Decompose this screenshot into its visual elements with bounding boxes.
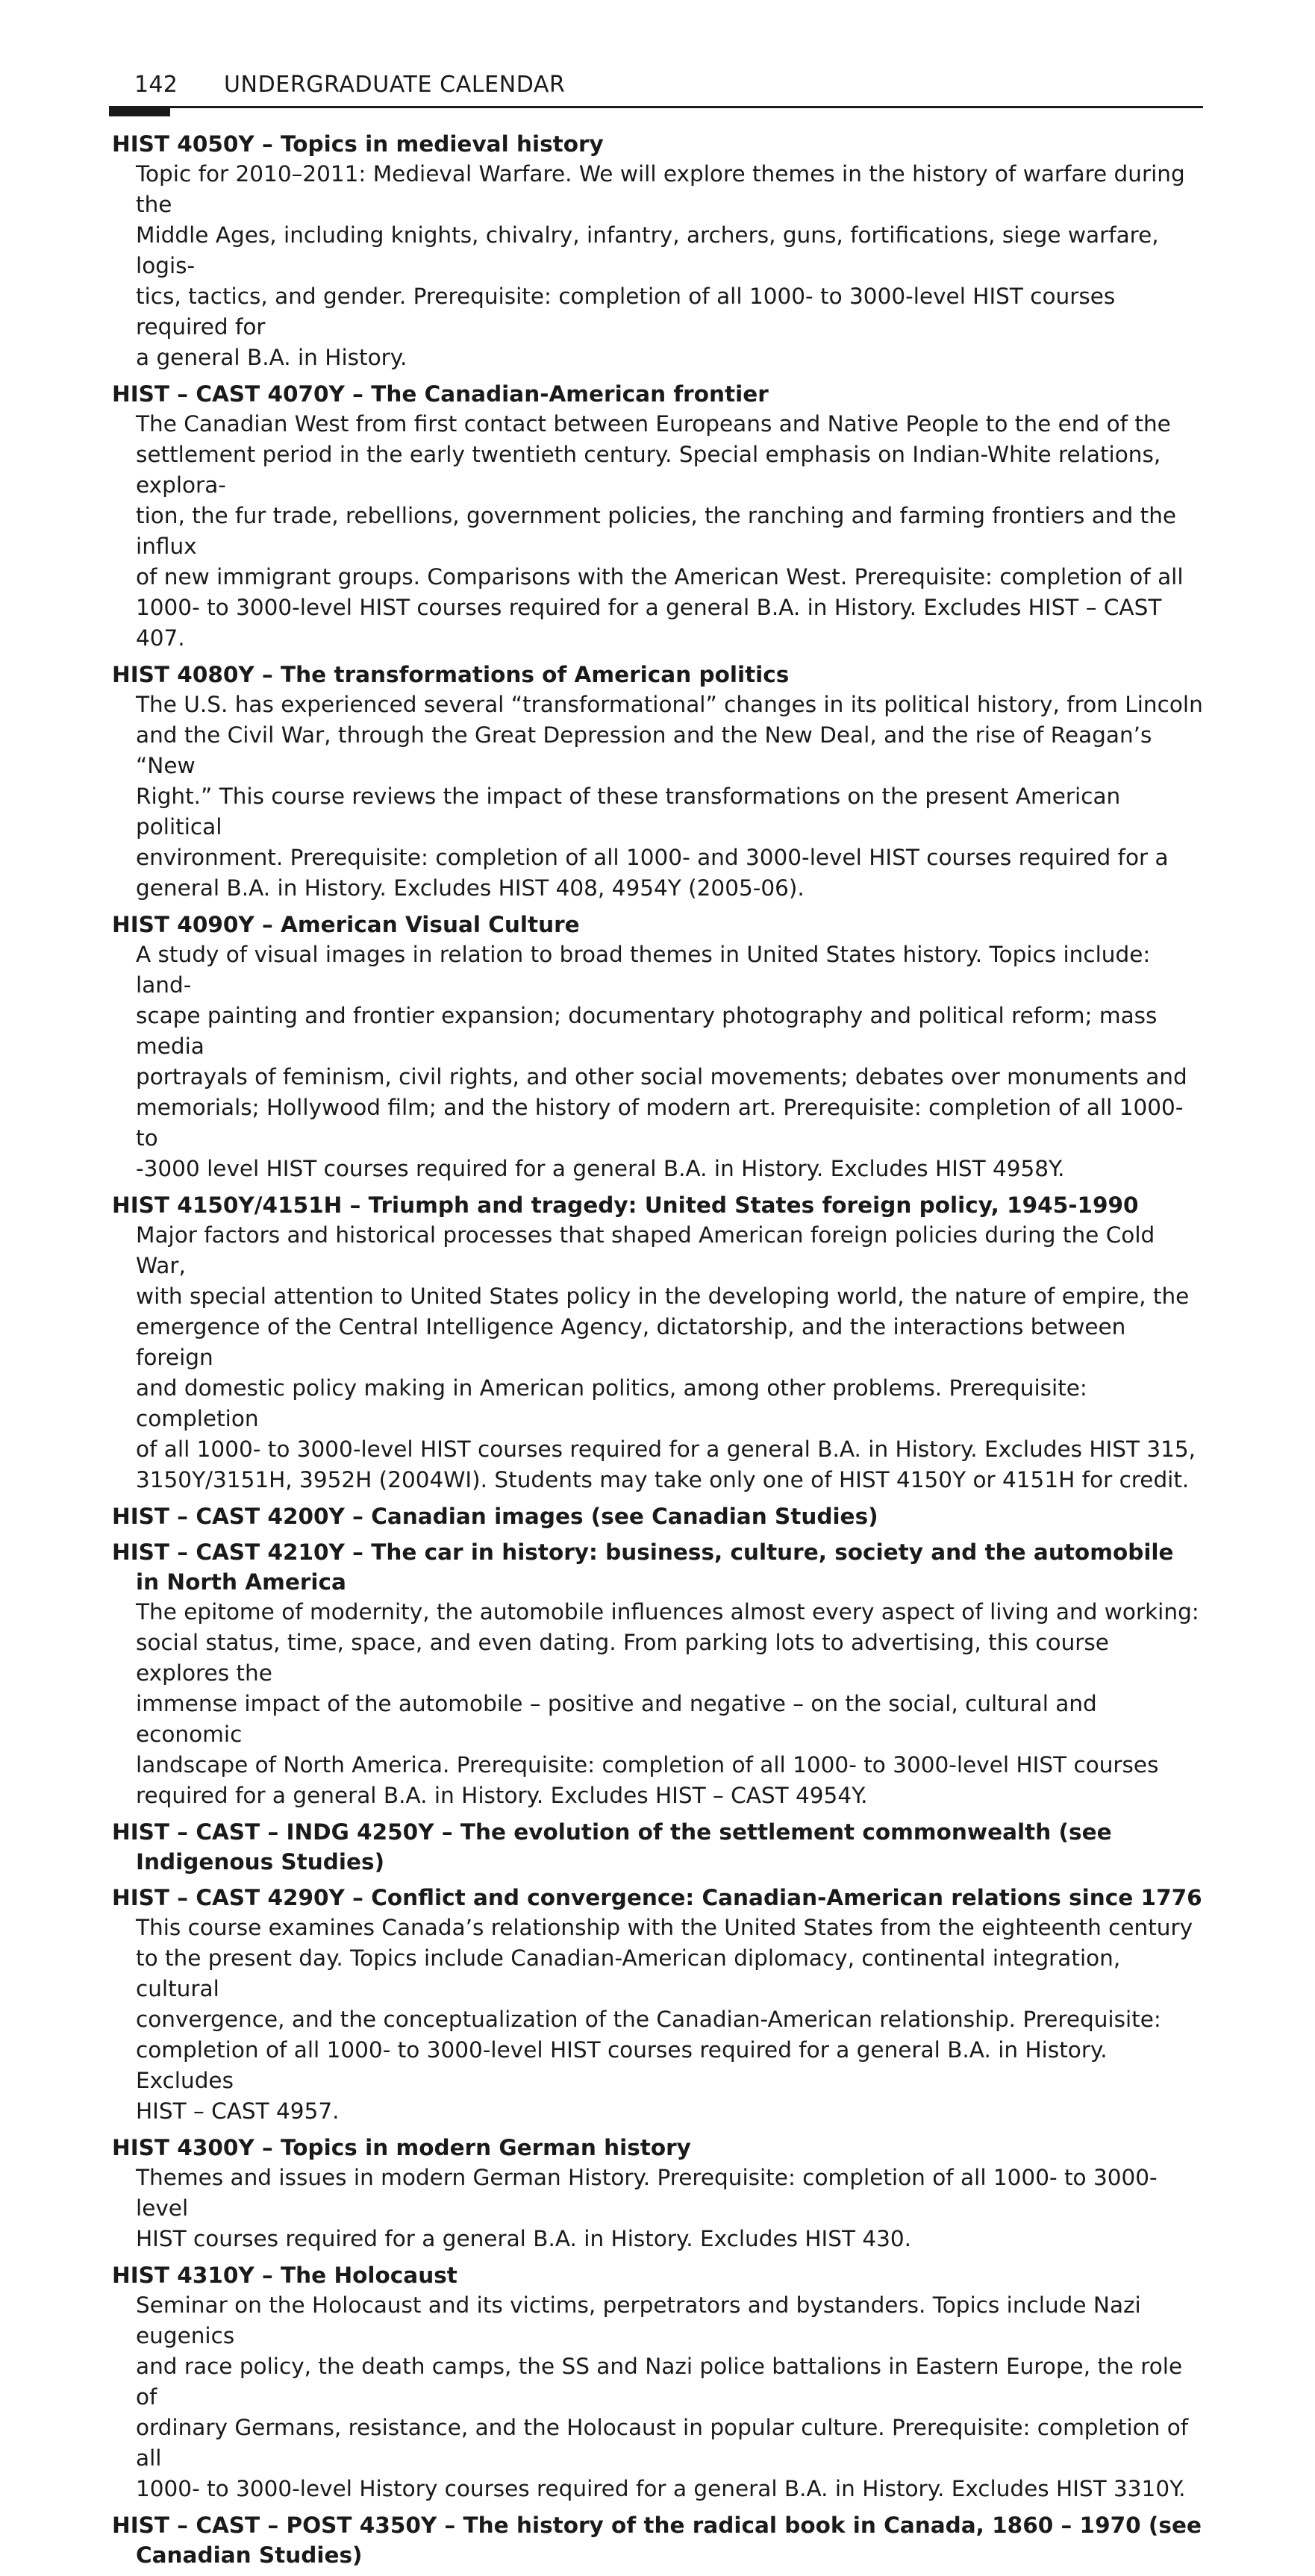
course-title: HIST – CAST 4070Y – The Canadian-American frontier (112, 381, 769, 407)
course-title: HIST 4300Y – Topics in modern German history (112, 2135, 691, 2160)
course-entry (112, 660, 1203, 904)
course-description: Topic for 2010–2011: Medieval Warfare. We will explore themes in the history of warfare during the Middle Ages, including knights, chivalry, infantry, archers, guns, fortifications, siege warfare, logis- tics, tactics, and gender. Prerequisite: completion of all 1000- to 3000-level HIST courses required for a general B.A. in History. (136, 161, 1185, 370)
course-entry (112, 1537, 1203, 1811)
course-title: HIST – CAST – INDG 4250Y – The evolution of the settlement commonwealth (see Indigenous Studies) (112, 1819, 1112, 1875)
course-list (112, 129, 1203, 2570)
course-description: The Canadian West from first contact between Europeans and Native People to the end of the settlement period in the early twentieth century. Special emphasis on Indian-White relations, explora- tion, the fur trade, rebellions, government policies, the ranching and farming frontiers and the influx of new immigrant groups. Comparisons with the American West. Prerequisite: completion of all 1000- to 3000-level HIST courses required for a general B.A. in History. Excludes HIST – CAST 407. (136, 411, 1184, 651)
course-title: HIST 4150Y/4151H – Triumph and tragedy: United States foreign policy, 1945-1990 (112, 1192, 1139, 1218)
page-header (112, 69, 1203, 108)
course-entry (112, 1190, 1203, 1495)
course-entry (112, 2260, 1203, 2504)
course-entry (112, 1883, 1203, 2127)
course-entry (112, 379, 1203, 654)
header-tab-bar (109, 106, 170, 116)
running-head: UNDERGRADUATE CALENDAR (224, 72, 566, 98)
course-description: Themes and issues in modern German History. Prerequisite: completion of all 1000- to 3000-level HIST courses required for a general B.A. in History. Excludes HIST 430. (136, 2165, 1158, 2251)
course-entry (112, 910, 1203, 1184)
course-title: HIST – CAST 4290Y – Conflict and convergence: Canadian-American relations since 1776 (112, 1885, 1202, 1910)
course-title: HIST 4090Y – American Visual Culture (112, 912, 580, 937)
course-title: HIST 4050Y – Topics in medieval history (112, 131, 604, 157)
course-entry (112, 1817, 1203, 1877)
course-description: The epitome of modernity, the automobile influences almost every aspect of living and working: social status, time, space, and even dating. From parking lots to advertising, this course explores the immense impact of the automobile – positive and negative – on the social, cultural and economic landscape of North America. Prerequisite: completion of all 1000- to 3000-level HIST courses required for a general B.A. in History. Excludes HIST – CAST 4954Y. (136, 1599, 1199, 1808)
course-description: Major factors and historical processes that shaped American foreign policies during the Cold War, with special attention to United States policy in the developing world, the nature of empire, the emergence of the Central Intelligence Agency, dictatorship, and the interactions between foreign and domestic policy making in American politics, among other problems. Prerequisite: completion of all 1000- to 3000-level HIST courses required for a general B.A. in History. Excludes HIST 315, 3150Y/3151H, 3952H (2004WI). Students may take only one of HIST 4150Y or 4151H for credit. (136, 1222, 1196, 1492)
course-title: HIST – CAST – POST 4350Y – The history of the radical book in Canada, 1860 – 1970 (see Canadian Studies) (112, 2513, 1202, 2568)
course-description: The U.S. has experienced several “transformational” changes in its political history, from Lincoln and the Civil War, through the Great Depression and the New Deal, and the rise of Reagan’s “New Right.” This course reviews the impact of these transformations on the present American political environment. Prerequisite: completion of all 1000- and 3000-level HIST courses required for a general B.A. in History. Excludes HIST 408, 4954Y (2005-06). (136, 692, 1203, 901)
course-title: HIST – CAST 4200Y – Canadian images (see Canadian Studies) (112, 1504, 878, 1529)
course-entry (112, 2510, 1203, 2570)
course-title: HIST 4310Y – The Holocaust (112, 2263, 457, 2288)
course-description: This course examines Canada’s relationship with the United States from the eighteenth century to the present day. Topics include Canadian-American diplomacy, continental integration, cultural convergence, and the conceptualization of the Canadian-American relationship. Prerequisite: completion of all 1000- to 3000-level HIST courses required for a general B.A. in History. Excludes HIST – CAST 4957. (136, 1915, 1193, 2124)
course-description: A study of visual images in relation to broad themes in United States history. Topics include: land- scape painting and frontier expansion; documentary photography and political reform; mass media portrayals of feminism, civil rights, and other social movements; debates over monuments and memorials; Hollywood film; and the history of modern art. Prerequisite: completion of all 1000- to -3000 level HIST courses required for a general B.A. in History. Excludes HIST 4958Y. (136, 942, 1187, 1181)
calendar-page (112, 69, 1203, 2576)
course-entry (112, 2133, 1203, 2254)
course-entry (112, 129, 1203, 373)
course-title: HIST – CAST 4210Y – The car in history: business, culture, society and the automobile in North America (112, 1539, 1174, 1595)
course-description: Seminar on the Holocaust and its victims, perpetrators and bystanders. Topics include Nazi eugenics and race policy, the death camps, the SS and Nazi police battalions in Eastern Europe, the role of ordinary Germans, resistance, and the Holocaust in popular culture. Prerequisite: completion of all 1000- to 3000-level History courses required for a general B.A. in History. Excludes HIST 3310Y. (136, 2292, 1189, 2501)
page-number: 142 (134, 72, 178, 98)
course-entry (112, 1501, 1203, 1531)
course-title: HIST 4080Y – The transformations of American politics (112, 662, 790, 687)
